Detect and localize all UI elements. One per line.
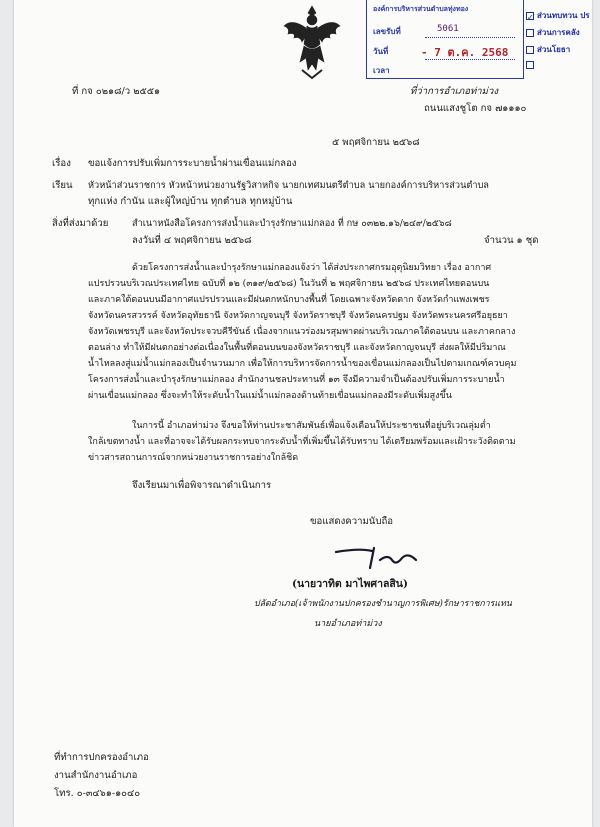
- body-line: จังหวัดนครสวรรค์ จังหวัดอุทัยธานี จังหวัดกาญจนบุรี จังหวัดราชบุรี จังหวัดนครปฐม จังหวัดพระนครศรีอยุธยา: [88, 311, 508, 321]
- subject-label: เรื่อง: [52, 158, 71, 169]
- body-line: จังหวัดเพชรบุรี และจังหวัดประจวบคีรีขันธ์ เนื่องจากแนวร่องมรสุมพาดผ่านบริเวณภาคใต้ตอนบน และภาคกลาง: [88, 327, 516, 337]
- body-line: ด้วยโครงการส่งน้ำและบำรุงรักษาแม่กลองแจ้งว่า ได้ส่งประกาศกรมอุตุนิยมวิทยา เรื่อง อากาศ: [132, 263, 492, 273]
- signer-position: ปลัดอำเภอ(เจ้าพนักงานปกครองชำนาญการพิเศษ)รักษาราชการแทน: [254, 599, 512, 609]
- body-line: ผ่านเขื่อนแม่กลอง ซึ่งจะทำให้ระดับน้ำในแม่น้ำแม่กลองด้านท้ายเขื่อนแม่กลองมีระดับเพิ่มสูงขึ้น: [88, 391, 452, 401]
- body-line: แปรปรวนบริเวณประเทศไทย ฉบับที่ ๑๒ (๓๑๙/๒๕๖๘) ในวันที่ ๒ พฤศจิกายน ๒๕๖๘ ประเทศไทยตอนบน: [88, 279, 490, 289]
- footer-phone: โทร. ๐-๓๔๖๑-๑๐๔๐: [54, 788, 141, 799]
- stamp-time-label: เวลา: [373, 66, 390, 75]
- routing-box-2: ส่วนการคลัง: [526, 26, 592, 39]
- subject-text: ขอแจ้งการปรับเพิ่มการระบายน้ำผ่านเขื่อนแม่กลอง: [88, 158, 297, 169]
- body-line: โครงการส่งน้ำและบำรุงรักษาแม่กลอง สำนักงานชลประทานที่ ๑๓ จึงมีความจำเป็นต้องปรับเพิ่มการระบายน้ำ: [88, 375, 505, 385]
- office-address-line-1: ที่ว่าการอำเภอท่าม่วง: [410, 86, 499, 97]
- body-line: ใกล้เขตทางน้ำ และที่อาจจะได้รับผลกระทบจากระดับน้ำที่เพิ่มขึ้นได้รับทราบ ได้เตรียมพร้อมและเฝ้าระวังติดตาม: [88, 437, 516, 447]
- office-address-line-2: ถนนแสงชูโต กจ ๗๑๑๑๐: [424, 103, 527, 114]
- enclosure-quantity: จำนวน ๑ ชุด: [484, 235, 539, 246]
- closing-line: จึงเรียนมาเพื่อพิจารณาดำเนินการ: [132, 480, 272, 491]
- body-line: และภาคใต้ตอนบนมีอากาศแปรปรวนและมีฝนตกหนักบางพื้นที่ โดยเฉพาะจังหวัดตาก จังหวัดกำแพงเพชร: [88, 295, 490, 305]
- regards-line: ขอแสดงความนับถือ: [310, 516, 394, 527]
- stamp-receipt-label: เลขรับที่: [373, 27, 401, 36]
- body-line: ตอนล่าง ทำให้มีฝนตกอย่างต่อเนื่องในพื้นที่ตอนบนของจังหวัดราชบุรี และจังหวัดกาญจนบุรี ส่งผลให้มีปริมาณ: [88, 343, 506, 353]
- receipt-stamp: [366, 0, 524, 79]
- stamp-org: องค์การบริหารส่วนตำบลทุ่งทอง: [373, 5, 469, 13]
- letter-page: [14, 0, 592, 827]
- routing-box-3: ส่วนโยธา: [526, 43, 592, 56]
- enclosure-line-1: สำเนาหนังสือโครงการส่งน้ำและบำรุงรักษาแม่กลอง ที่ กษ ๐๓๒๒.๑๖/๒๔๙/๒๕๖๘: [132, 218, 452, 229]
- enclosure-line-2: ลงวันที่ ๔ พฤศจิกายน ๒๕๖๘: [132, 235, 252, 246]
- to-line-2: ทุกแห่ง กำนัน และผู้ใหญ่บ้าน ทุกตำบล ทุกหมู่บ้าน: [88, 196, 293, 207]
- stamp-date-value: - 7 ต.ค. 2568: [421, 46, 509, 59]
- document-number: ที่ กจ ๐๒๑๘/ว ๒๕๕๑: [72, 86, 161, 97]
- checkbox-icon: [526, 61, 534, 69]
- checkbox-icon: [526, 29, 534, 37]
- routing-box-1: ✓ ส่วนทบทวน ปร: [527, 11, 590, 22]
- signature-icon: [330, 542, 426, 576]
- stamp-date-label: วันที่: [373, 47, 389, 56]
- enclosure-label: สิ่งที่ส่งมาด้วย: [52, 218, 109, 229]
- stamp-receipt-value: 5061: [437, 24, 459, 34]
- signer-position-2: นายอำเภอท่าม่วง: [314, 619, 382, 629]
- to-label: เรียน: [52, 180, 73, 191]
- to-line-1: หัวหน้าส่วนราชการ หัวหน้าหน่วยงานรัฐวิสาหกิจ นายกเทศมนตรีตำบล นายกองค์การบริหารส่วนตำบล: [88, 180, 489, 191]
- footer-line-1: ที่ทำการปกครองอำเภอ: [54, 752, 149, 763]
- signer-name: (นายวาทิต มาไพศาลสิน): [292, 578, 408, 590]
- checkbox-icon: ✓: [527, 12, 534, 22]
- body-line: น้ำไหลลงสู่แม่น้ำแม่กลองเป็นจำนวนมาก เพื่อให้การบริหารจัดการน้ำของเขื่อนแม่กลองเป็นไปตามเกณฑ์ควบคุม: [88, 359, 517, 369]
- routing-box-4: [526, 60, 592, 69]
- letter-date: ๕ พฤศจิกายน ๒๕๖๘: [332, 137, 420, 148]
- garuda-emblem-icon: [280, 0, 344, 82]
- checkbox-icon: [526, 46, 534, 54]
- body-line: ข่าวสารสถานการณ์จากหน่วยงานราชการอย่างใกล้ชิด: [88, 453, 299, 463]
- footer-line-2: งานสำนักงานอำเภอ: [54, 770, 138, 781]
- body-line: ในการนี้ อำเภอท่าม่วง จึงขอให้ท่านประชาสัมพันธ์เพื่อแจ้งเตือนให้ประชาชนที่อยู่บริเวณลุ่มต่ำ: [132, 421, 491, 431]
